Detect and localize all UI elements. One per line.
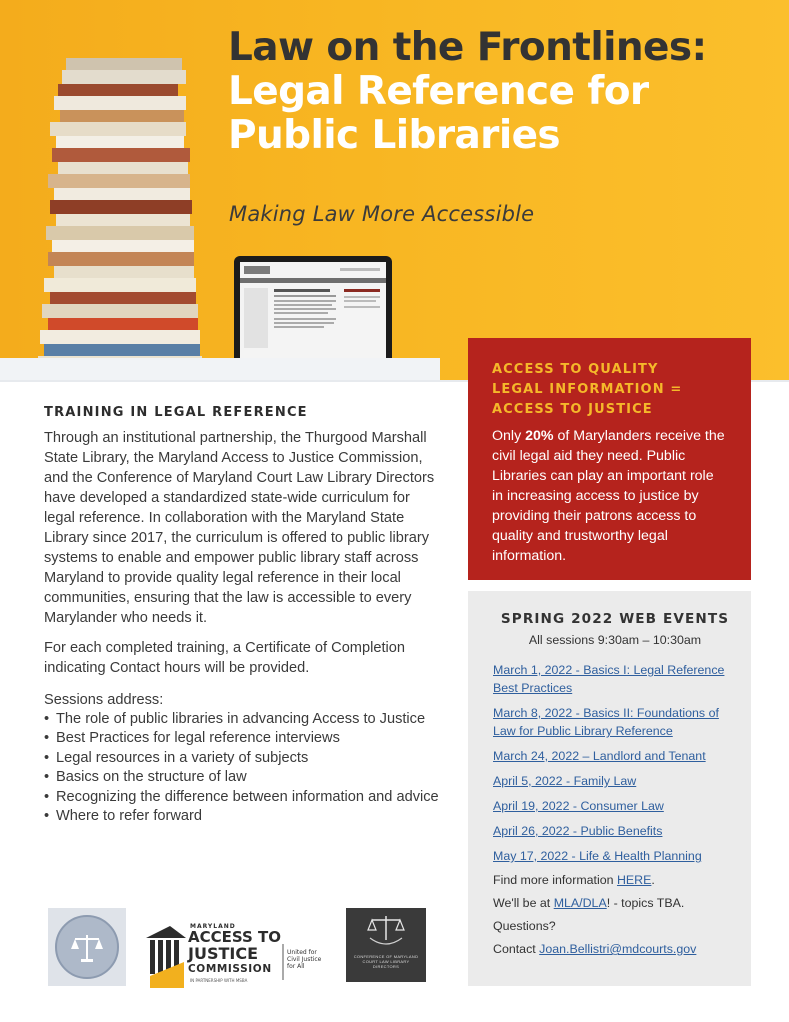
conference-prefix: We'll be at [493, 896, 554, 910]
questions-line: Questions? [493, 919, 556, 933]
access-body-prefix: Only [492, 428, 526, 444]
conference-logo-text: CONFERENCE OF MARYLAND COURT LAW LIBRARY DIRECTORS [353, 954, 419, 969]
contact-line [493, 941, 731, 958]
list-item [493, 822, 731, 840]
hero-banner [0, 0, 789, 380]
a2j-line-3-text: COMMISSION [188, 963, 272, 975]
events-list [493, 661, 731, 865]
title-line-2: Legal Reference for [228, 69, 649, 114]
shelf [0, 358, 440, 382]
a2j-tagline-3: for All [287, 963, 305, 970]
training-heading: TRAINING IN LEGAL REFERENCE [44, 405, 308, 420]
a2j-line-1-text: ACCESS TO [188, 928, 282, 946]
conference-link[interactable]: MLA/DLA [553, 896, 607, 910]
list-item [493, 661, 731, 697]
event-link[interactable]: May 17, 2022 - Life & Health Planning [493, 849, 702, 863]
more-info-link[interactable]: HERE [616, 873, 652, 887]
list-item [493, 747, 731, 765]
scales-icon [346, 908, 426, 952]
list-item: • The role of public libraries in advancing Access to Justice [44, 710, 444, 729]
access-heading-line-2: LEGAL INFORMATION = [492, 382, 683, 397]
a2j-maryland-text: MARYLAND [190, 923, 236, 930]
book-stack-image [36, 58, 204, 376]
a2j-tagline-1: United for [287, 949, 317, 956]
title-line-1: Law on the Frontlines: [228, 25, 707, 70]
conference-suffix: ! - topics TBA. [606, 896, 685, 910]
events-heading: SPRING 2022 WEB EVENTS [500, 611, 730, 627]
access-body-suffix: of Marylanders receive the civil legal aid they need. Public Libraries can play an important role in increasing access to justice by providing their patrons access to quality and trustworthy legal information. [492, 428, 725, 564]
events-time: All sessions 9:30am – 10:30am [528, 633, 702, 647]
event-link[interactable]: April 26, 2022 - Public Benefits [493, 824, 663, 838]
tablet-screen [240, 262, 386, 358]
event-link[interactable]: April 5, 2022 - Family Law [493, 774, 637, 788]
conference-logo [346, 908, 426, 982]
training-section [44, 405, 444, 826]
title-line-3: Public Libraries [228, 113, 561, 158]
access-body [492, 426, 727, 566]
list-item: • Best Practices for legal reference interviews [44, 729, 444, 748]
a2j-partner-text: IN PARTNERSHIP WITH MSBA [190, 978, 248, 983]
event-link[interactable]: March 8, 2022 - Basics II: Foundations of Law for Public Library Reference [493, 706, 719, 738]
more-info-suffix: . [651, 873, 655, 887]
scales-icon [57, 917, 117, 977]
access-callout [468, 338, 751, 580]
events-panel [468, 591, 751, 986]
list-item: • Recognizing the difference between information and advice [44, 788, 444, 807]
sessions-title: Sessions address: [44, 692, 164, 708]
list-item [493, 847, 731, 865]
pillar-roof-icon [146, 926, 186, 938]
tablet-image [234, 256, 392, 364]
access-heading-line-3: ACCESS TO JUSTICE [492, 402, 653, 417]
a2j-tagline-2: Civil Justice [287, 956, 322, 963]
event-link[interactable]: April 19, 2022 - Consumer Law [493, 799, 664, 813]
page-subtitle: Making Law More Accessible [229, 202, 535, 226]
conference-line [493, 895, 731, 912]
contact-email-link[interactable]: Joan.Bellistri@mdcourts.gov [539, 942, 697, 956]
event-link[interactable]: March 24, 2022 – Landlord and Tenant [493, 749, 706, 763]
list-item [493, 797, 731, 815]
partner-logos [44, 904, 454, 994]
access-to-justice-logo [140, 904, 350, 994]
list-item: • Legal resources in a variety of subjects [44, 749, 444, 768]
access-statistic: 20% [525, 428, 554, 444]
more-info-prefix: Find more information [493, 873, 617, 887]
contact-prefix: Contact [493, 942, 540, 956]
sessions-list [44, 710, 444, 826]
list-item: • Where to refer forward [44, 807, 444, 826]
list-item [493, 772, 731, 790]
state-library-seal-logo [48, 908, 126, 986]
access-heading-line-1: ACCESS TO QUALITY [492, 362, 659, 377]
list-item [493, 704, 731, 740]
more-info-line [493, 872, 731, 889]
seal-ring [55, 915, 119, 979]
access-heading [492, 360, 727, 420]
page-title [228, 26, 778, 158]
list-item: • Basics on the structure of law [44, 768, 444, 787]
training-paragraph-2: For each completed training, a Certificate of Completion indicating Contact hours will be provided. [44, 640, 405, 676]
training-paragraph-1: Through an institutional partnership, the Thurgood Marshall State Library, the Maryland Access to Justice Commission, and the Conference of Maryland Court Law Library Directors have developed a standardized state-wide curriculum for legal reference. In collaboration with the Maryland State Library since 2017, the curriculum is offered to public library systems to enable and empower public library staff across Maryland to provide quality legal reference in their local communities, ensuring that the law is accessible to every Marylander who needs it. [44, 430, 435, 626]
a2j-line-2-text: JUSTICE [188, 944, 259, 963]
event-link[interactable]: March 1, 2022 - Basics I: Legal Reference Best Practices [493, 663, 725, 695]
